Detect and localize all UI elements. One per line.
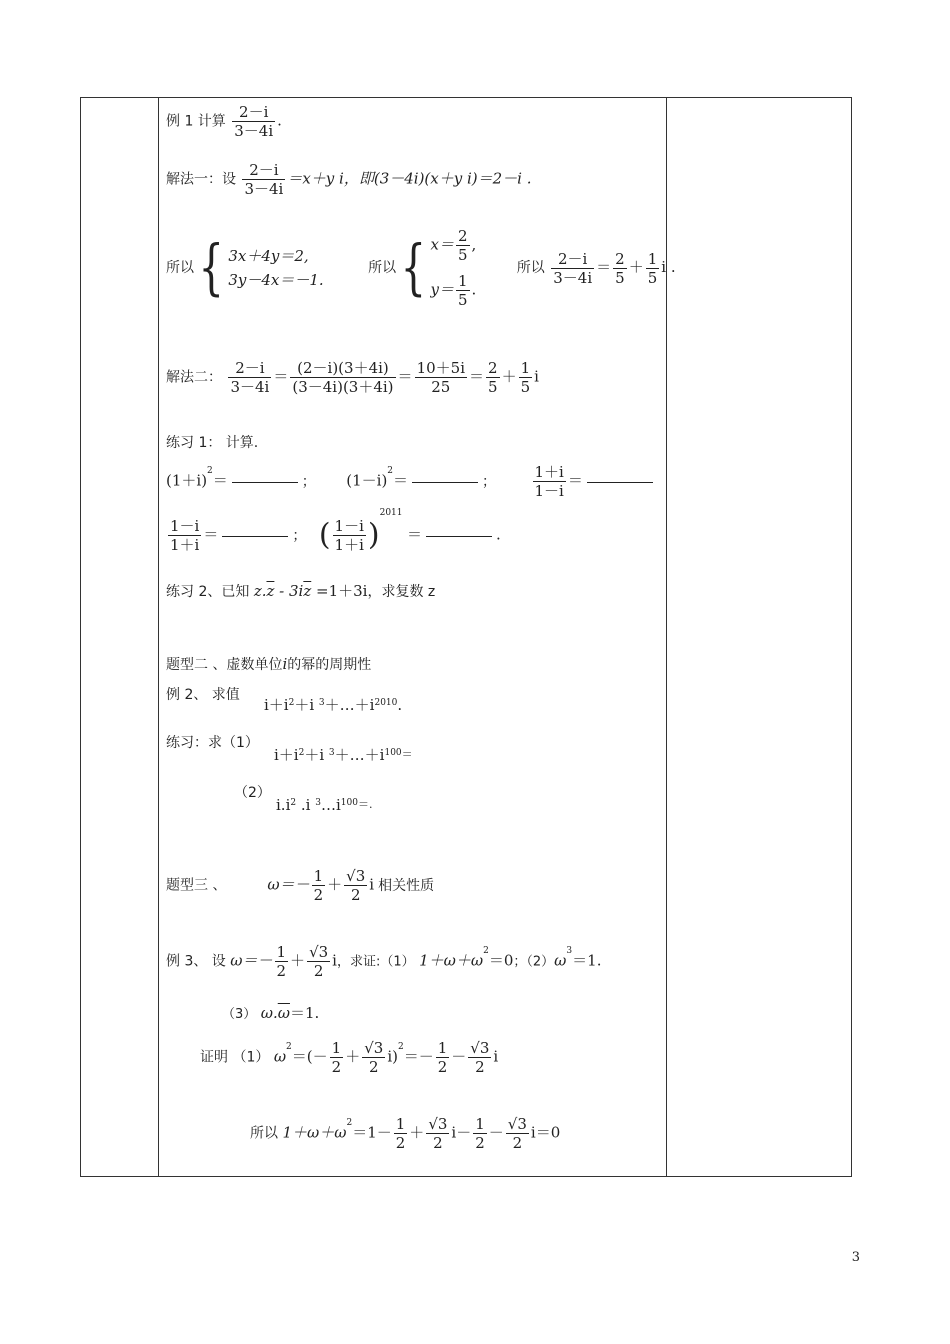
solution-1-line: 解法一：设 $\frac{2-i}{3-4i}$ ＝x＋y i，即(3－4i)(x＋y i)＝2－i . <box>166 161 532 198</box>
example-3: 例 3、 设 ω＝－ $\frac{1}{2}$ ＋ $\frac{√3}{2}$ i，求证:（1） $1+\omega+\omega^2=0$；$(2)\omega^3=1$. <box>166 943 602 980</box>
example-2-expr: $i+i^2+i$ $^3+\dots+i^{2010}$. <box>264 696 403 714</box>
practice-label-2: （2） <box>234 785 271 801</box>
practice-expr-2: $i.i^2$ .i $^3\dots i^{100=.}$ <box>276 796 373 814</box>
type-2-heading: 题型二 、虚数单位i的幂的周期性 <box>166 655 372 673</box>
answer-blank[interactable] <box>426 535 492 537</box>
solution-1-systems: 所以 { 3x＋4y＝2, 3y－4x＝－1. 所以 { x＝ $\frac{2}{5}$ , y＝ $\frac{1}{5}$ . 所以 $\frac{2-i}{3-4i}$ ＝ $\frac{2}{5}$ ＋ $\frac{1}{5}$ i . <box>166 227 676 309</box>
example-3-part3: （3） $\omega.\overline{\omega}=1$. <box>222 1004 320 1022</box>
main-cell <box>158 97 676 1177</box>
proof-line-2: 所以 $1+\omega+\omega^2=1-$ $\frac{1}{2}$ ＋ $\frac{√3}{2}$ i－ $\frac{1}{2}$ － $\frac{√3}{2}$ i＝0 <box>250 1115 561 1152</box>
page-number: 3 <box>851 1250 860 1265</box>
practice-2: 练习 2、已知 $z.\overline{z} - 3i\overline{z} =1+3i$，求复数 z <box>166 582 436 600</box>
type-3-heading: 题型三 、 ω＝－ $\frac{1}{2}$ ＋ $\frac{√3}{2}$ i 相关性质 <box>166 867 435 904</box>
answer-blank[interactable] <box>587 481 653 483</box>
answer-blank[interactable] <box>232 481 298 483</box>
practice-label: 练习：求（1） <box>166 735 259 751</box>
example-2: 例 2、 求值 <box>166 687 240 703</box>
practice-1-title: 练习 1： 计算. <box>166 435 259 451</box>
fraction: $\frac{2-i}{3-4i}$ <box>234 103 274 140</box>
proof-line-1: 证明 （1） $\omega^2=(-$ $\frac{1}{2}$ ＋ $\frac{√3}{2}$ i)$^2$＝－ $\frac{1}{2}$ － $\frac{√3}{2}$ i <box>200 1039 499 1076</box>
practice-expr-1: $i+i^2+i$ $^3+\dots+i^{100=}$ <box>274 746 413 764</box>
practice-1-row2: $\frac{1-i}{1+i}$ ＝ ； ( $\frac{1-i}{1+i}$ )$^{2011}$ ＝ . <box>170 508 501 554</box>
answer-blank[interactable] <box>412 481 478 483</box>
answer-blank[interactable] <box>222 535 288 537</box>
example-1: 例 1 计算 $\frac{2-i}{3-4i}$ . <box>166 103 282 140</box>
practice-1-row1: $(1+i)^2=$ ； $(1-i)^2=$ ； $\frac{1+i}{1-i}$ ＝ <box>166 463 657 500</box>
solution-2: 解法二： $\frac{2-i}{3-4i}$ ＝ $\frac{(2-i)(3+4i)}{(3-4i)(3+4i)}$ ＝ $\frac{10+5i}{25}$ ＝ $\frac{2}{5}$ ＋ $\frac{1}{5}$ i <box>166 359 539 396</box>
